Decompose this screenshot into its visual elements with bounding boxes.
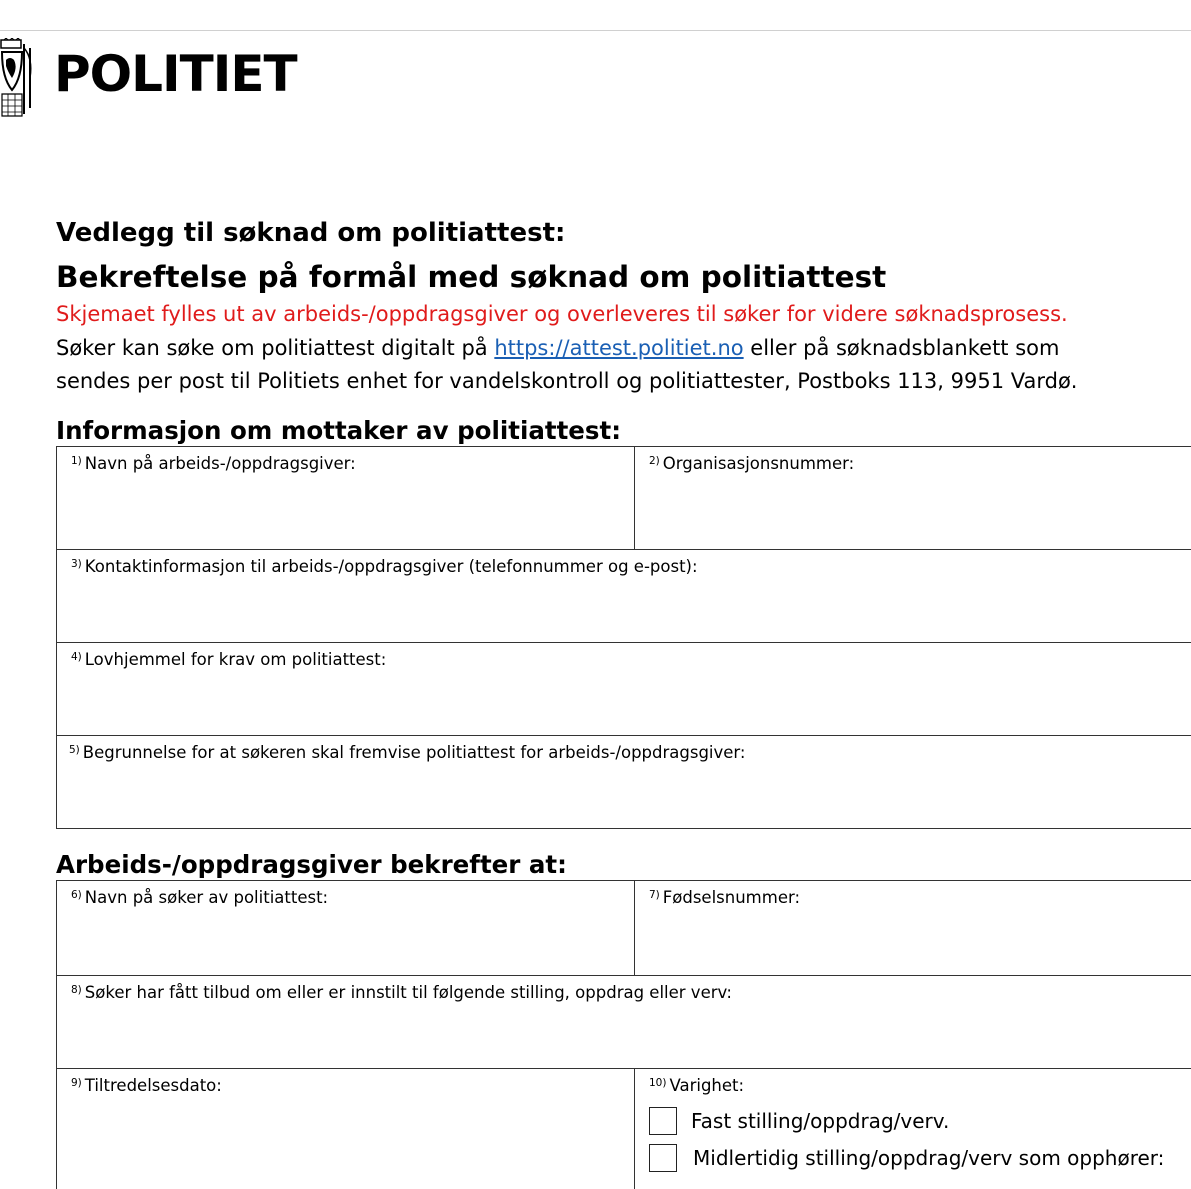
field-justification[interactable] <box>57 736 1191 828</box>
field-number: 8) <box>71 984 82 996</box>
option-label: Fast stilling/oppdrag/verv. <box>691 1109 950 1133</box>
field-birth-number[interactable] <box>634 881 1191 975</box>
field-number: 7) <box>649 889 660 901</box>
intro-line-2-end: eller på søknadsblankett som <box>743 335 1060 360</box>
field-legal-basis[interactable] <box>57 643 1191 735</box>
checkbox-permanent[interactable] <box>649 1107 677 1135</box>
section-confirm-title: Arbeids-/oppdragsgiver bekrefter at: <box>56 850 567 879</box>
field-applicant-name[interactable] <box>57 881 634 975</box>
police-crest-logo <box>0 38 36 120</box>
field-duration <box>634 1069 1191 1189</box>
field-label: Navn på søker av politiattest: <box>84 888 329 907</box>
field-number: 10) <box>649 1077 667 1089</box>
instruction-notice: Skjemaet fylles ut av arbeids-/oppdragsgiver og overleveres til søker for videre søknadsprosess. <box>56 302 1068 326</box>
form-heading: Vedlegg til søknad om politiattest: <box>56 218 566 248</box>
field-number: 2) <box>649 455 660 467</box>
intro-line-2 <box>56 332 1191 366</box>
checkbox-temporary[interactable] <box>649 1144 677 1172</box>
field-position-offered[interactable] <box>57 976 1191 1068</box>
intro-text <box>56 298 1191 399</box>
field-number: 4) <box>71 651 82 663</box>
field-label: Lovhjemmel for krav om politiattest: <box>84 650 387 669</box>
field-number: 6) <box>71 889 82 901</box>
field-employer-name[interactable] <box>57 447 634 549</box>
field-number: 1) <box>71 455 82 467</box>
brand-wordmark: POLITIET <box>54 45 297 103</box>
field-label: Fødselsnummer: <box>662 888 801 907</box>
field-number: 9) <box>71 1077 82 1089</box>
field-number: 3) <box>71 558 82 570</box>
field-label: Varighet: <box>669 1076 745 1095</box>
field-label: Søker har fått tilbud om eller er innstilt til følgende stilling, oppdrag eller verv: <box>84 983 732 1002</box>
duration-option-permanent[interactable] <box>649 1107 1191 1135</box>
field-label: Tiltredelsesdato: <box>84 1076 222 1095</box>
field-label: Begrunnelse for at søkeren skal fremvise politiattest for arbeids-/oppdragsgiver: <box>82 743 746 762</box>
duration-option-temporary[interactable] <box>649 1144 1191 1172</box>
form-subheading: Bekreftelse på formål med søknad om politiattest <box>56 260 887 294</box>
employer-confirm-table <box>56 880 1191 1189</box>
field-employer-contact[interactable] <box>57 550 1191 642</box>
field-label: Kontaktinformasjon til arbeids-/oppdragsgiver (telefonnummer og e-post): <box>84 557 698 576</box>
field-label: Navn på arbeids-/oppdragsgiver: <box>84 454 356 473</box>
field-org-number[interactable] <box>634 447 1191 549</box>
field-number: 5) <box>69 744 80 756</box>
section-recipient-title: Informasjon om mottaker av politiattest: <box>56 416 622 445</box>
top-divider <box>0 30 1191 31</box>
recipient-info-table <box>56 446 1191 829</box>
option-label: Midlertidig stilling/oppdrag/verv som opphører: <box>693 1146 1165 1170</box>
attest-link[interactable]: https://attest.politiet.no <box>494 335 744 360</box>
intro-line-3: sendes per post til Politiets enhet for vandelskontroll og politiattester, Postboks 113, 9951 Vardø. <box>56 369 1078 393</box>
intro-line-2-start: Søker kan søke om politiattest digitalt på <box>56 335 495 360</box>
field-start-date[interactable] <box>57 1069 634 1189</box>
field-label: Organisasjonsnummer: <box>662 454 855 473</box>
